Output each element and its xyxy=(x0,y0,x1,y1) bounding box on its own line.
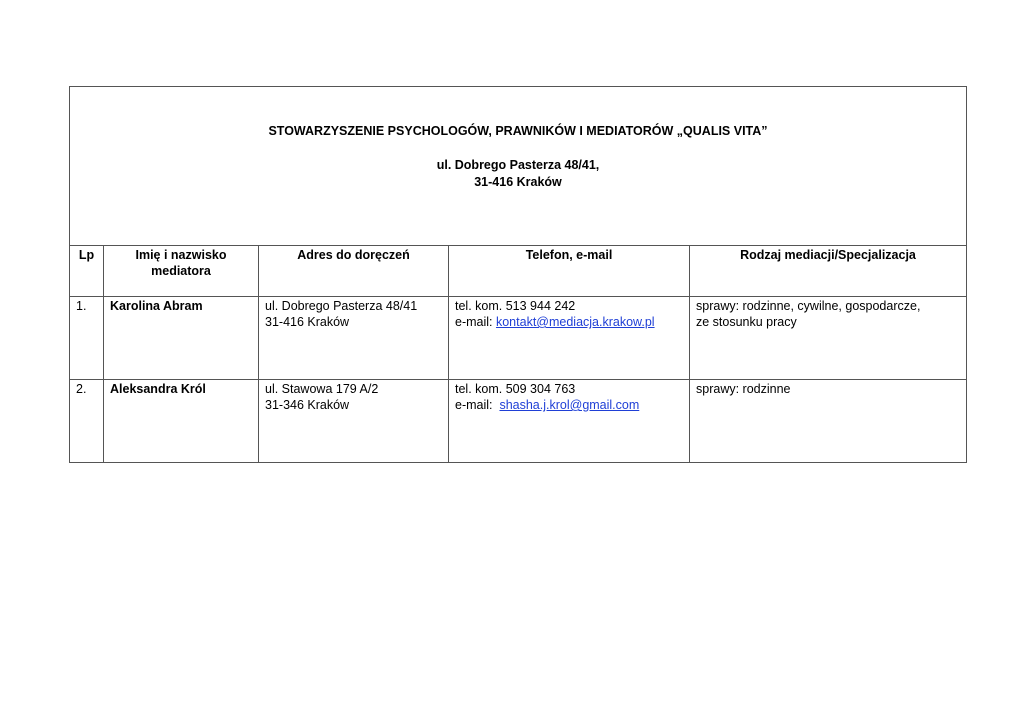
table-row xyxy=(70,380,967,463)
organization-name: STOWARZYSZENIE PSYCHOLOGÓW, PRAWNIKÓW I MEDIATORÓW „QUALIS VITA” xyxy=(268,124,768,138)
mediator-contact xyxy=(449,380,690,463)
email-prefix: e-mail: xyxy=(455,315,496,329)
mediator-address xyxy=(259,297,449,380)
table-row xyxy=(70,297,967,380)
mediator-name: Aleksandra Król xyxy=(104,380,259,463)
column-header-name: Imię i nazwisko mediatora xyxy=(104,246,259,297)
email-line xyxy=(455,314,683,330)
column-header-lp: Lp xyxy=(70,246,104,297)
mediator-address xyxy=(259,380,449,463)
specialization-line: ze stosunku pracy xyxy=(696,315,797,329)
specialization-line: sprawy: rodzinne, cywilne, gospodarcze, xyxy=(696,299,921,313)
column-header-contact: Telefon, e-mail xyxy=(449,246,690,297)
address-street: ul. Dobrego Pasterza 48/41 xyxy=(265,299,418,313)
email-prefix: e-mail: xyxy=(455,398,500,412)
address-city: 31-416 Kraków xyxy=(265,315,350,329)
email-link[interactable]: kontakt@mediacja.krakow.pl xyxy=(495,315,655,329)
mediator-specialization xyxy=(690,297,967,380)
phone-number: tel. kom. 513 944 242 xyxy=(455,299,576,313)
organization-header xyxy=(70,87,967,246)
mediator-contact xyxy=(449,297,690,380)
column-header-specialization: Rodzaj mediacji/Specjalizacja xyxy=(690,246,967,297)
row-number: 2. xyxy=(70,380,104,463)
email-link[interactable]: shasha.j.krol@gmail.com xyxy=(499,398,640,412)
organization-address-city: 31-416 Kraków xyxy=(474,175,562,189)
column-header-row xyxy=(70,246,967,297)
mediators-table xyxy=(69,86,967,463)
organization-address xyxy=(70,157,966,191)
email-line xyxy=(455,397,683,413)
mediator-specialization xyxy=(690,380,967,463)
organization-address-street: ul. Dobrego Pasterza 48/41, xyxy=(436,158,600,172)
mediator-name: Karolina Abram xyxy=(104,297,259,380)
specialization-line: sprawy: rodzinne xyxy=(696,382,791,396)
row-number: 1. xyxy=(70,297,104,380)
column-header-address: Adres do doręczeń xyxy=(259,246,449,297)
header-row xyxy=(70,87,967,246)
address-city: 31-346 Kraków xyxy=(265,398,350,412)
address-street: ul. Stawowa 179 A/2 xyxy=(265,382,379,396)
phone-number: tel. kom. 509 304 763 xyxy=(455,382,576,396)
